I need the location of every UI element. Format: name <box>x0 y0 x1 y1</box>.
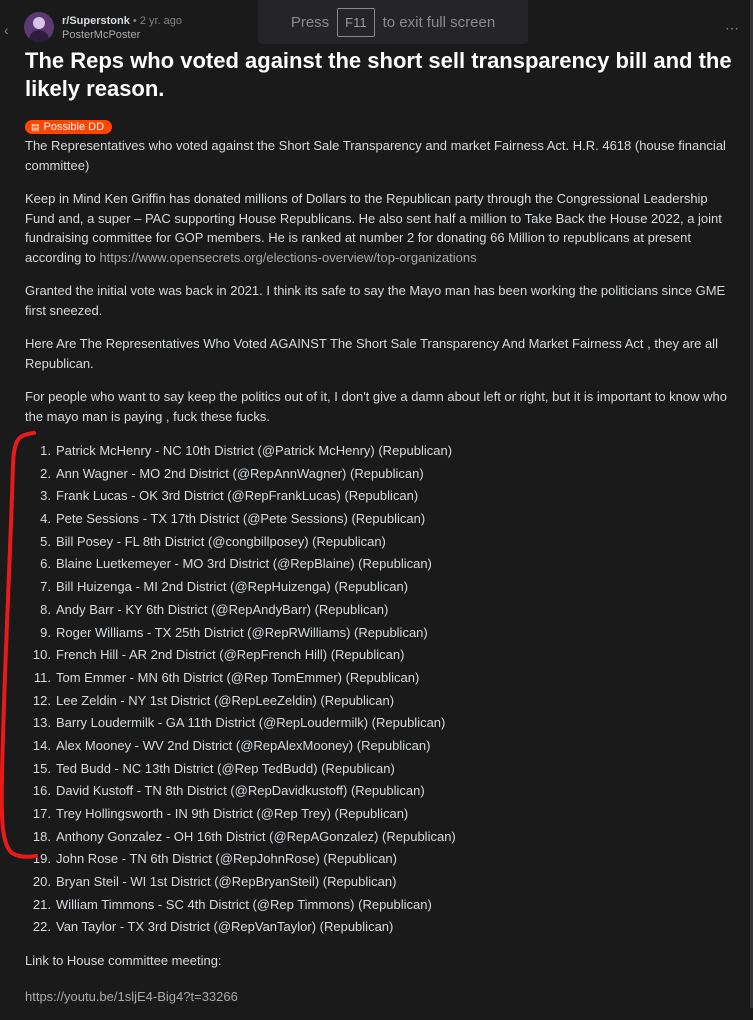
list-number: 9. <box>40 624 51 640</box>
list-text: Bill Posey - FL 8th District (@congbillposey) (Republican) <box>56 533 386 549</box>
list-text: French Hill - AR 2nd District (@RepFrench Hill) (Republican) <box>56 647 405 663</box>
post-body <box>25 136 730 1020</box>
list-number: 12. <box>32 692 51 708</box>
link-label: Link to House committee meeting: <box>25 953 222 969</box>
list-number: 14. <box>32 737 51 753</box>
list-item <box>40 440 730 463</box>
list-item <box>32 758 730 781</box>
list-item <box>40 485 730 508</box>
youtube-link[interactable]: https://youtu.be/1sljE4-Big4?t=33266 <box>25 988 238 1004</box>
more-icon[interactable]: ⋯ <box>725 20 739 36</box>
paragraph: The Representatives who voted against the Short Sale Transparency and market Fairness Act. H.R. 4618 (house financial committee) <box>25 138 726 173</box>
fullscreen-notice <box>258 0 528 44</box>
list-text: William Timmons - SC 4th District (@Rep Timmons) (Republican) <box>56 896 432 912</box>
list-text: Patrick McHenry - NC 10th District (@Patrick McHenry) (Republican) <box>56 443 453 458</box>
list-text: Trey Hollingsworth - IN 9th District (@Rep Trey) (Republican) <box>56 806 409 821</box>
subreddit-link[interactable]: r/Superstonk <box>62 15 130 27</box>
list-text: Frank Lucas - OK 3rd District (@RepFrankLucas) (Republican) <box>56 488 419 504</box>
list-item <box>32 780 730 803</box>
post-time: • 2 yr. ago <box>132 15 183 27</box>
list-number: 1. <box>40 443 51 458</box>
list-text: Roger Williams - TX 25th District (@RepRWilliams) (Republican) <box>56 624 428 640</box>
list-number: 19. <box>32 851 51 867</box>
list-number: 6. <box>40 556 51 572</box>
chevron-left-icon[interactable]: ‹ <box>4 22 9 38</box>
list-item <box>32 848 730 871</box>
fullscreen-key: F11 <box>337 8 374 37</box>
list-item <box>32 826 730 849</box>
list-text: Blaine Luetkemeyer - MO 3rd District (@RepBlaine) (Republican) <box>56 556 432 572</box>
list-number: 13. <box>32 715 51 731</box>
list-number: 7. <box>40 579 51 595</box>
list-item <box>40 508 730 531</box>
list-number: 18. <box>32 828 51 844</box>
post-header <box>24 12 182 42</box>
list-item <box>32 735 730 758</box>
list-item <box>40 553 730 576</box>
list-number: 8. <box>40 601 51 617</box>
paragraph <box>25 189 730 267</box>
opensecrets-link[interactable]: https://www.opensecrets.org/elections-overview/top-organizations <box>99 249 477 265</box>
list-number: 17. <box>32 806 51 821</box>
list-item <box>32 894 730 917</box>
list-number: 21. <box>32 896 51 912</box>
post-meta <box>62 14 182 42</box>
list-text: Pete Sessions - TX 17th District (@Pete Sessions) (Republican) <box>56 511 426 527</box>
flair-badge[interactable] <box>25 120 112 134</box>
representatives-list <box>25 440 730 939</box>
paragraph-text: Keep in Mind Ken Griffin has donated millions of Dollars to the Republican party through the Congressional Leadership Fund and, a super – PAC supporting House Republicans. He also sent half a million to Take Back the House 2022, a joint fundraising committee for GOP members. He is ranked at number 2 for donating 66 Million to republicans at present according to <box>25 191 722 265</box>
list-item <box>32 916 730 939</box>
list-item <box>32 644 730 667</box>
list-number: 11. <box>33 669 51 685</box>
list-number: 3. <box>40 488 51 504</box>
list-text: Tom Emmer - MN 6th District (@Rep TomEmmer) (Republican) <box>56 669 420 685</box>
list-text: Van Taylor - TX 3rd District (@RepVanTaylor) (Republican) <box>56 919 394 935</box>
list-text: Bill Huizenga - MI 2nd District (@RepHuizenga) (Republican) <box>56 579 409 595</box>
fullscreen-press: Press <box>290 13 330 31</box>
red-annotation-bracket <box>0 425 60 870</box>
list-item <box>40 599 730 622</box>
fullscreen-rest: to exit full screen <box>382 13 496 31</box>
list-text: David Kustoff - TN 8th District (@RepDavidkustoff) (Republican) <box>56 783 425 799</box>
paragraph: Granted the initial vote was back in 2021. I think its safe to say the Mayo man has been working the politicians since GME first sneezed. <box>25 283 726 318</box>
list-number: 22. <box>32 919 51 935</box>
list-item <box>33 667 730 690</box>
list-item <box>32 803 730 826</box>
list-number: 16. <box>32 783 51 799</box>
list-number: 20. <box>32 874 51 890</box>
list-item <box>32 690 730 713</box>
list-number: 4. <box>40 511 51 527</box>
paragraph: For people who want to say keep the politics out of it, I don't give a damn about left or right, but it is important to know who the mayo man is paying , fuck these fucks. <box>25 389 727 424</box>
list-item <box>40 576 730 599</box>
list-number: 10. <box>32 647 51 663</box>
post-title: The Reps who voted against the short sell transparency bill and the likely reason. <box>25 48 732 101</box>
list-text: Alex Mooney - WV 2nd District (@RepAlexMooney) (Republican) <box>56 737 431 753</box>
list-item <box>40 463 730 486</box>
list-text: Anthony Gonzalez - OH 16th District (@RepAGonzalez) (Republican) <box>56 828 456 844</box>
list-item <box>32 871 730 894</box>
list-text: Bryan Steil - WI 1st District (@RepBryanSteil) (Republican) <box>56 874 397 890</box>
list-text: John Rose - TN 6th District (@RepJohnRose) (Republican) <box>56 851 397 867</box>
list-text: Ted Budd - NC 13th District (@Rep TedBudd) (Republican) <box>56 760 395 776</box>
list-number: 15. <box>32 760 51 776</box>
list-text: Ann Wagner - MO 2nd District (@RepAnnWagner) (Republican) <box>56 465 424 481</box>
paragraph: Here Are The Representatives Who Voted AGAINST The Short Sale Transparency And Market Fairness Act , they are all Republican. <box>25 336 718 371</box>
document-icon: ▤ <box>31 122 40 132</box>
list-number: 5. <box>40 533 51 549</box>
list-text: Lee Zeldin - NY 1st District (@RepLeeZeldin) (Republican) <box>56 692 395 708</box>
list-text: Barry Loudermilk - GA 11th District (@RepLoudermilk) (Republican) <box>56 715 446 731</box>
flair-label: Possible DD <box>43 121 105 133</box>
subreddit-avatar[interactable] <box>24 12 54 42</box>
list-item <box>40 622 730 645</box>
list-item <box>32 712 730 735</box>
list-item <box>40 531 730 554</box>
list-text: Andy Barr - KY 6th District (@RepAndyBarr) (Republican) <box>56 601 389 617</box>
author-link[interactable]: PosterMcPoster <box>62 29 141 41</box>
list-number: 2. <box>40 465 51 481</box>
